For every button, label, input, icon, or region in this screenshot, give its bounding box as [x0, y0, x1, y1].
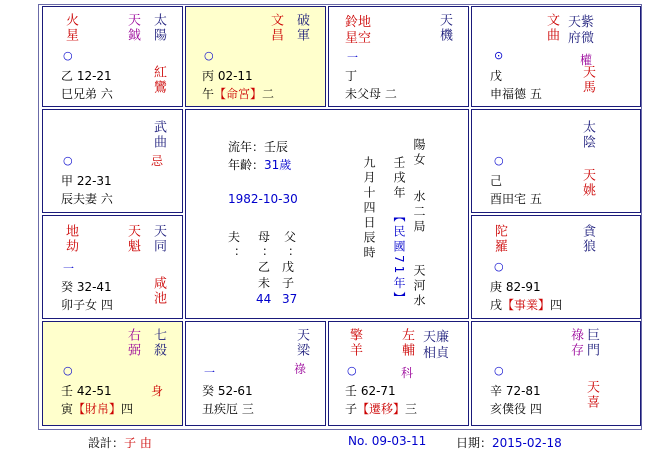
star-mid: 天鉞 — [125, 13, 140, 43]
side-star: 紅鸞 — [151, 65, 166, 95]
palace-name: 辰夫妻 六 — [61, 192, 113, 206]
colon-1: ： — [234, 244, 247, 258]
star-left: 鈴地星空 — [345, 15, 372, 46]
side-star: 天馬 — [580, 65, 595, 95]
side-star: 咸池 — [151, 276, 166, 306]
star-right: 巨門 — [584, 328, 599, 358]
star-right: 太陰 — [580, 120, 595, 150]
star-left: 擎羊 — [347, 328, 362, 358]
mark-lu: 祿 — [294, 362, 307, 376]
palace-name: 午【命宮】二 — [202, 87, 275, 101]
palace-name: 酉田宅 五 — [490, 192, 542, 206]
num-a: 44 — [256, 292, 272, 306]
palace-name: 戌【事業】四 — [490, 298, 563, 312]
star-right: 武曲 — [151, 120, 166, 150]
stem-age: 壬 42-51 — [61, 384, 112, 398]
palace-mao[interactable] — [42, 215, 183, 319]
palace-chou[interactable] — [185, 321, 326, 426]
star-left: 地劫 — [63, 224, 78, 254]
star-right: 天機 — [437, 13, 452, 43]
star-left: 火星 — [63, 13, 78, 43]
stem-age: 癸 32-41 — [61, 280, 112, 294]
palace-si[interactable] — [42, 6, 183, 107]
birth-time: 九月十四日辰時 — [362, 156, 376, 261]
mark: ○ — [494, 260, 504, 273]
mark-quan: 權 — [580, 53, 593, 67]
star-right: 天梁 — [294, 328, 309, 358]
branch-a: 未 — [258, 276, 271, 290]
republic-year: 【民國71年】 — [392, 210, 406, 307]
mark: ○ — [63, 49, 73, 62]
age: 年齡：31歲 — [228, 158, 292, 172]
side-star: 天姚 — [580, 168, 595, 198]
palace-zi[interactable] — [328, 321, 469, 426]
stem-age: 己 — [490, 174, 503, 188]
mark: ○ — [204, 49, 214, 62]
mark: ○ — [63, 364, 73, 377]
mark-ke: 科 — [401, 366, 414, 380]
mark: ⊙ — [494, 49, 504, 62]
palace-name: 卯子女 四 — [61, 298, 113, 312]
star-mid: 文昌 — [268, 13, 283, 43]
mark: ○ — [347, 364, 357, 377]
palace-hai[interactable] — [471, 321, 641, 426]
palace-yin[interactable] — [42, 321, 183, 426]
star-right: 天廉相貞 — [423, 330, 450, 361]
palace-chen[interactable] — [42, 109, 183, 213]
design-credit: 設計：子 由 — [88, 436, 152, 450]
star-mid: 祿存 — [568, 328, 583, 358]
mark: 一 — [63, 262, 74, 275]
mark: ○ — [494, 154, 504, 167]
palace-shen[interactable] — [471, 6, 641, 107]
stem-age: 壬 62-71 — [345, 384, 396, 398]
colon-2: ： — [262, 244, 275, 258]
stem-age: 辛 72-81 — [490, 384, 541, 398]
gender: 陽女 — [412, 138, 426, 168]
palace-name: 巳兄弟 六 — [61, 87, 113, 101]
chart-date: 日期：2015-02-18 — [456, 436, 562, 450]
mark-ji: 忌 — [151, 154, 164, 168]
side-star: 天喜 — [584, 380, 599, 410]
stem-age: 甲 22-31 — [61, 174, 112, 188]
star-right: 貪狼 — [580, 224, 595, 254]
branch-b: 子 — [282, 276, 295, 290]
star-right: 破軍 — [294, 13, 309, 43]
stem-age: 丁 — [345, 69, 358, 83]
colon-3: ： — [288, 244, 301, 258]
rel-husband: 夫 — [228, 230, 241, 244]
rel-mother: 母 — [258, 230, 271, 244]
year-ganzhi: 壬戌年 — [392, 156, 406, 201]
num-b: 37 — [282, 292, 298, 306]
palace-wu[interactable] — [185, 6, 326, 107]
palace-wei[interactable] — [328, 6, 469, 107]
star-right: 七殺 — [151, 328, 166, 358]
stem-age: 癸 52-61 — [202, 384, 253, 398]
star-mid: 左輔 — [399, 328, 414, 358]
mark: ○ — [63, 154, 73, 167]
palace-you[interactable] — [471, 109, 641, 213]
rel-father: 父 — [284, 230, 297, 244]
stem-a: 乙 — [258, 260, 271, 274]
palace-name: 亥僕役 四 — [490, 402, 542, 416]
serial-number: No. 09-03-11 — [348, 434, 427, 448]
element-bureau: 水二局 — [412, 190, 426, 235]
stem-age: 戊 — [490, 69, 503, 83]
star-mid: 右弼 — [125, 328, 140, 358]
star-right: 天紫府微 — [568, 15, 595, 46]
palace-name: 未父母 二 — [345, 87, 397, 101]
stem-age: 庚 82-91 — [490, 280, 541, 294]
stem-b: 戊 — [282, 260, 295, 274]
mark: 一 — [347, 51, 358, 64]
star-right: 太陽 — [151, 13, 166, 43]
mark: 一 — [204, 366, 215, 379]
palace-name: 申福德 五 — [490, 87, 542, 101]
star-right: 天同 — [151, 224, 166, 254]
star-mid: 文曲 — [544, 13, 559, 43]
palace-name: 寅【財帛】四 — [61, 402, 134, 416]
stem-age: 丙 02-11 — [202, 69, 253, 83]
palace-name: 子【遷移】三 — [345, 402, 418, 416]
palace-xu[interactable] — [471, 215, 641, 319]
stem-age: 乙 12-21 — [61, 69, 112, 83]
star-mid: 天魁 — [125, 224, 140, 254]
birth-date: 1982-10-30 — [228, 192, 298, 206]
flow-year: 流年：壬辰 — [228, 140, 289, 154]
mark: ○ — [494, 364, 504, 377]
side-star: 身 — [151, 384, 164, 398]
center-panel — [185, 109, 469, 319]
palace-name: 丑疾厄 三 — [202, 402, 254, 416]
star-left: 陀羅 — [492, 224, 507, 254]
nayin: 天河水 — [412, 264, 426, 309]
